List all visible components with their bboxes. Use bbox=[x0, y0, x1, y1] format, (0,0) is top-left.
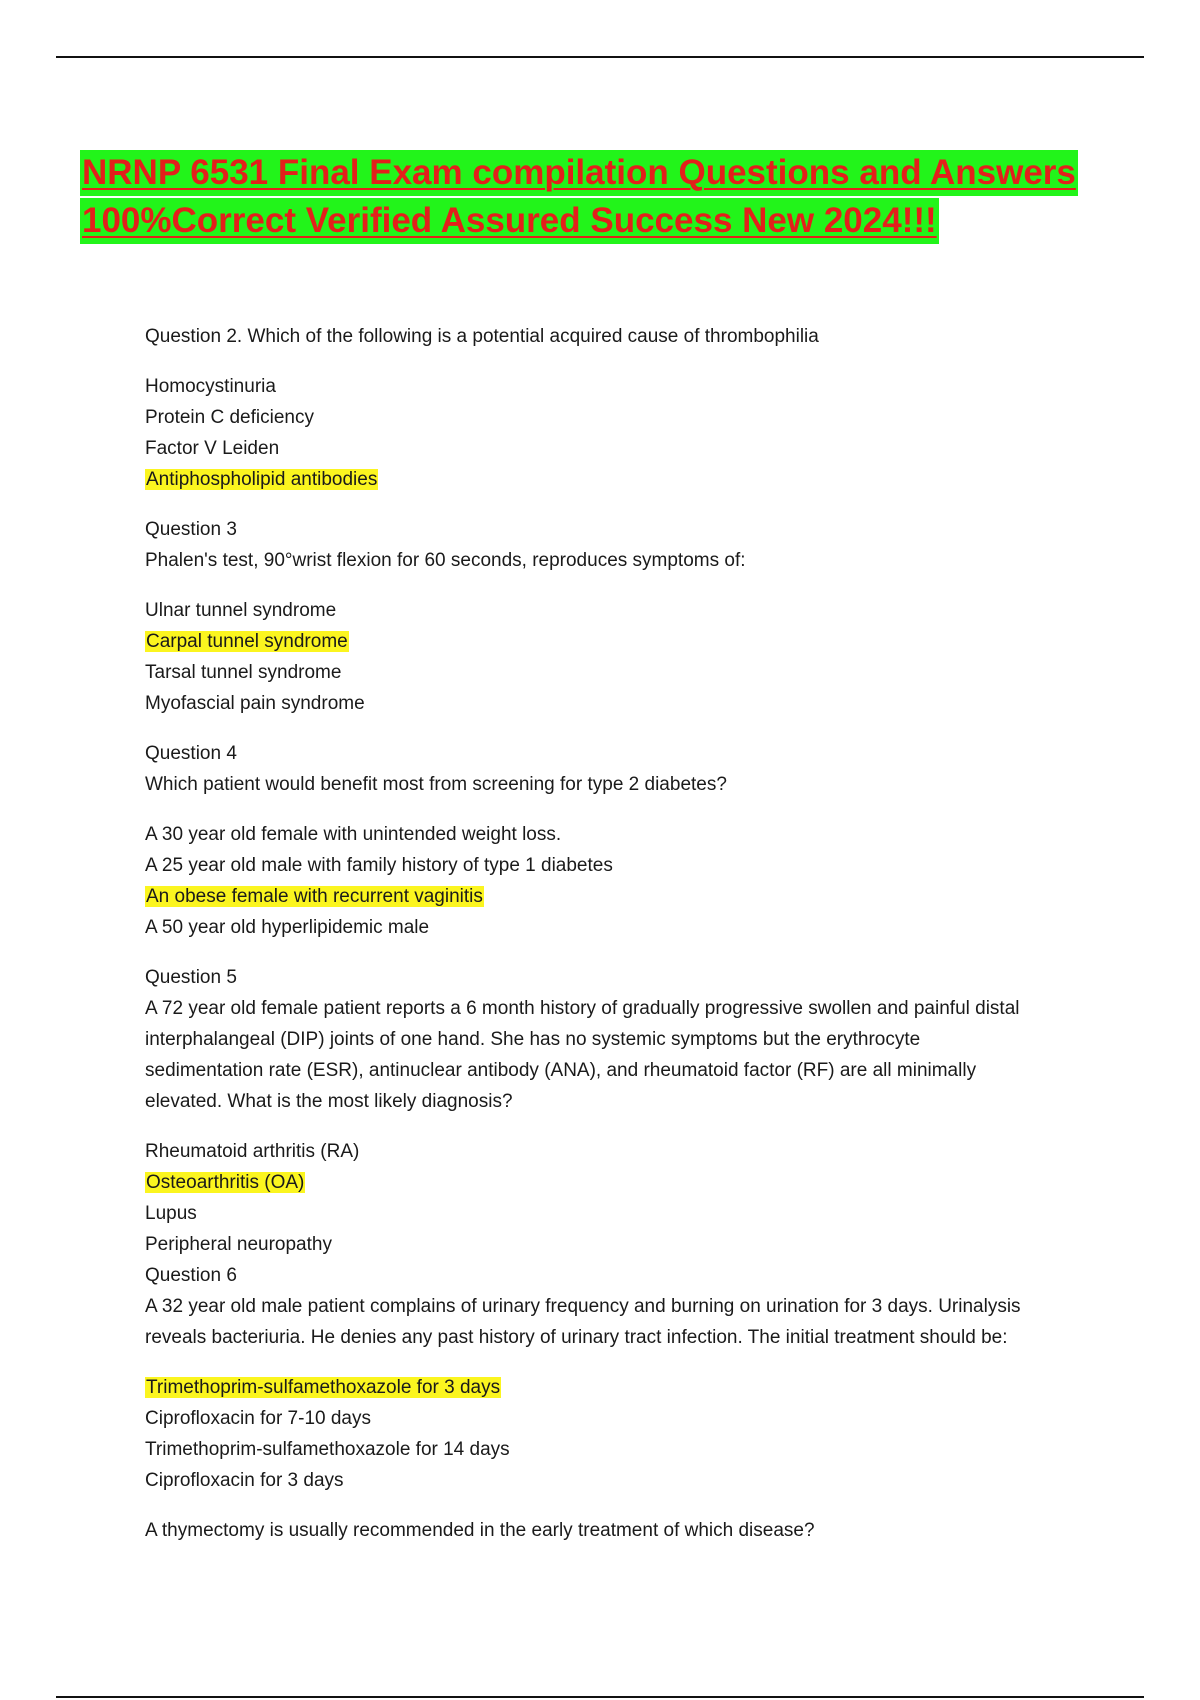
q5-option-3: Lupus bbox=[145, 1203, 197, 1224]
q4-option-4: A 50 year old hyperlipidemic male bbox=[145, 917, 430, 938]
question-6-text-line-2: reveals bacteriuria. He denies any past history of urinary tract infection. The initial treatment should be: bbox=[145, 1327, 1008, 1348]
q5-answer-highlighted: Osteoarthritis (OA) bbox=[146, 1172, 305, 1193]
q3-option-3: Tarsal tunnel syndrome bbox=[145, 662, 342, 683]
document-title bbox=[80, 150, 1120, 246]
question-7-text: A thymectomy is usually recommended in the early treatment of which disease? bbox=[145, 1520, 815, 1541]
footer-rule bbox=[56, 1696, 1144, 1698]
question-4-text: Which patient would benefit most from screening for type 2 diabetes? bbox=[145, 774, 727, 795]
question-6-label: Question 6 bbox=[145, 1265, 237, 1286]
q5-option-4: Peripheral neuropathy bbox=[145, 1234, 332, 1255]
q3-option-4: Myofascial pain syndrome bbox=[145, 693, 365, 714]
q5-option-1: Rheumatoid arthritis (RA) bbox=[145, 1141, 360, 1162]
q4-option-1: A 30 year old female with unintended weight loss. bbox=[145, 824, 562, 845]
question-5-text-line-1: A 72 year old female patient reports a 6 month history of gradually progressive swollen and painful distal bbox=[145, 998, 1020, 1019]
question-5-text-line-4: elevated. What is the most likely diagnosis? bbox=[145, 1091, 513, 1112]
question-5-text-line-3: sedimentation rate (ESR), antinuclear antibody (ANA), and rheumatoid factor (RF) are all minimally bbox=[145, 1060, 977, 1081]
question-4-label: Question 4 bbox=[145, 743, 237, 764]
title-line-2: 100%Correct Verified Assured Success New 2024!!! bbox=[80, 198, 939, 244]
title-line-1: NRNP 6531 Final Exam compilation Questions and Answers bbox=[80, 150, 1078, 196]
q6-answer-highlighted: Trimethoprim-sulfamethoxazole for 3 days bbox=[146, 1377, 501, 1398]
question-6-text-line-1: A 32 year old male patient complains of urinary frequency and burning on urination for 3 days. Urinalysis bbox=[145, 1296, 1021, 1317]
question-2-text: Question 2. Which of the following is a potential acquired cause of thrombophilia bbox=[145, 326, 819, 347]
question-5-label: Question 5 bbox=[145, 967, 237, 988]
question-3-label: Question 3 bbox=[145, 519, 237, 540]
q3-answer-highlighted: Carpal tunnel syndrome bbox=[146, 631, 348, 652]
q2-option-3: Factor V Leiden bbox=[145, 438, 280, 459]
q6-option-3: Trimethoprim-sulfamethoxazole for 14 days bbox=[145, 1439, 510, 1460]
document-body bbox=[145, 321, 1090, 1546]
q6-option-4: Ciprofloxacin for 3 days bbox=[145, 1470, 344, 1491]
q2-answer-highlighted: Antiphospholipid antibodies bbox=[146, 469, 378, 490]
q2-option-1: Homocystinuria bbox=[145, 376, 276, 397]
q3-option-1: Ulnar tunnel syndrome bbox=[145, 600, 337, 621]
header-rule bbox=[56, 56, 1144, 58]
q4-option-2: A 25 year old male with family history of type 1 diabetes bbox=[145, 855, 613, 876]
q6-option-2: Ciprofloxacin for 7-10 days bbox=[145, 1408, 371, 1429]
question-3-text: Phalen's test, 90°wrist flexion for 60 seconds, reproduces symptoms of: bbox=[145, 550, 746, 571]
question-5-text-line-2: interphalangeal (DIP) joints of one hand. She has no systemic symptoms but the erythrocyte bbox=[145, 1029, 921, 1050]
q4-answer-highlighted: An obese female with recurrent vaginitis bbox=[146, 886, 483, 907]
q2-option-2: Protein C deficiency bbox=[145, 407, 314, 428]
